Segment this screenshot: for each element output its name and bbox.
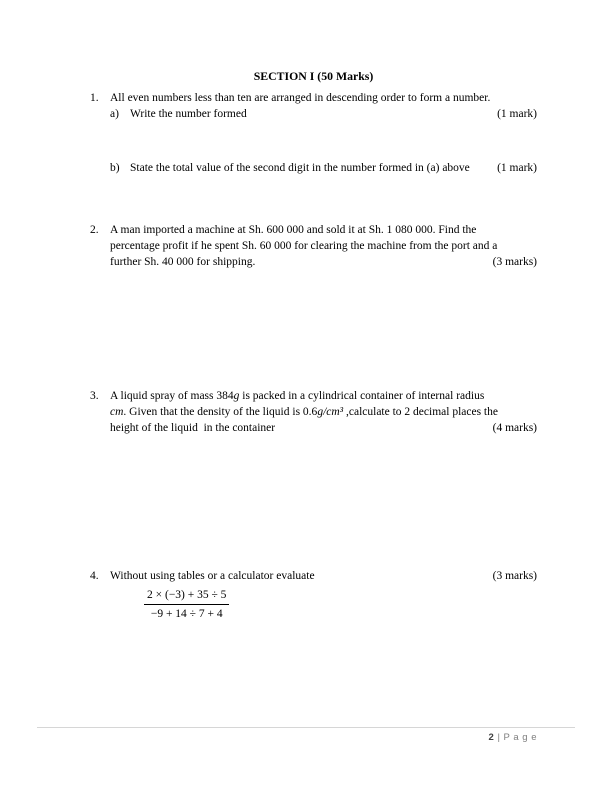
q3-line2-text: . Given that the density of the liquid is 0.6 [123,406,318,418]
question-3-line2 [110,404,537,420]
q3-line2-var: cm [110,406,124,418]
part-a-marks: (1 mark) [497,108,537,120]
question-4 [90,568,537,622]
question-1-number: 1. [90,92,99,104]
part-b-label: b) [110,162,120,174]
part-a-label: a) [110,108,119,120]
question-2-marks: (3 marks) [492,256,537,268]
fraction-denominator: −9 + 14 ÷ 7 + 4 [150,608,223,620]
page-number-suffix: | P a g e [497,732,537,743]
question-3-marks: (4 marks) [492,422,537,434]
question-3-line1 [110,388,537,404]
question-1 [90,90,537,176]
q3-line2-text2: ,calculate to 2 decimal places the [343,406,498,418]
question-2-number: 2. [90,224,99,236]
section-title: SECTION I (50 Marks) [253,69,374,83]
question-2 [90,222,537,270]
q3-line1-var: g [233,390,240,402]
question-1-text: All even numbers less than ten are arranged in descending order to form a number. [110,92,491,104]
q3-line1-text: A liquid spray of mass 384 [110,390,234,402]
fraction-expression [144,587,229,622]
question-1-part-b [110,160,537,176]
question-4-number: 4. [90,570,99,582]
part-b-marks: (1 mark) [497,162,537,174]
q3-line2-density-unit: g/cm³ [317,406,344,418]
fraction-numerator: 2 × (−3) + 35 ÷ 5 [144,587,229,605]
page-footer [37,727,575,744]
question-4-text: Without using tables or a calculator evaluate [110,570,315,582]
question-2-line2: percentage profit if he spent Sh. 60 000 for clearing the machine from the port and a [110,240,498,252]
page-content [90,68,537,622]
question-1-part-a [110,106,537,122]
question-3-number: 3. [90,390,99,402]
question-2-line1: A man imported a machine at Sh. 600 000 and sold it at Sh. 1 080 000. Find the [110,224,477,236]
page-number: 2 [488,732,495,743]
part-b-text: State the total value of the second digit in the number formed in (a) above [130,162,470,174]
q3-line1-text2: is packed in a cylindrical container of internal radius [239,390,485,402]
question-4-marks: (3 marks) [492,570,537,582]
question-3-line3: height of the liquid in the container [110,422,276,434]
part-a-text: Write the number formed [130,108,247,120]
question-2-line3: further Sh. 40 000 for shipping. [110,256,256,268]
question-3 [90,388,537,436]
